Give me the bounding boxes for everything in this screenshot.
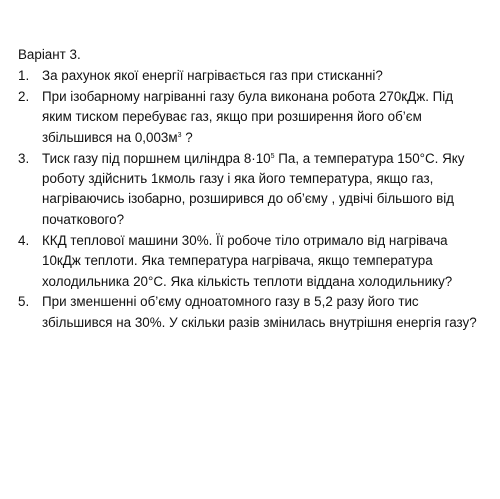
line-text: При ізобарному нагріванні газу була виконана робота 270кДж. Під (42, 88, 454, 104)
question-item-5 (18, 292, 496, 333)
question-line (42, 128, 496, 148)
line-text: збільшився на 0,003м (42, 129, 178, 145)
question-line (42, 292, 496, 312)
question-number: 3. (18, 150, 30, 166)
variant-title: Варіант 3. (18, 47, 81, 62)
line-text: 10кДж теплоти. Яка температура нагрівача, якщо температура (42, 253, 433, 269)
line-text: При зменшенні об’єму одноатомного газу в 5,2 разу його тис (42, 294, 419, 310)
question-text (42, 66, 496, 86)
superscript: 3 (177, 131, 182, 139)
line-text: Тиск газу під поршнем циліндра 8·10 (42, 150, 271, 166)
question-number: 5. (18, 294, 30, 310)
question-item-3 (18, 149, 496, 231)
question-text (42, 87, 496, 148)
question-line (42, 169, 496, 189)
question-number: 4. (18, 232, 30, 248)
question-line (42, 272, 496, 292)
superscript: 5 (270, 152, 275, 160)
question-line (42, 313, 496, 333)
question-text (42, 292, 496, 333)
question-item-1 (18, 66, 496, 86)
line-text: ККД теплової машини 30%. Її робоче тіло отримало від нагрівача (42, 232, 448, 248)
line-text: роботу здійснить 1кмоль газу і яка його температура, якщо газ, (42, 171, 434, 187)
question-line (42, 107, 496, 127)
question-line (42, 66, 496, 86)
question-list (18, 66, 496, 334)
line-text: холодильника 20°С. Яка кількість теплоти віддана холодильнику? (42, 273, 453, 289)
line-text-after: Па, а температура 150°С. Яку (274, 150, 465, 166)
question-number: 1. (18, 68, 30, 83)
line-text-after: ? (181, 129, 193, 145)
question-text (42, 149, 496, 231)
question-line (42, 251, 496, 271)
question-line (42, 87, 496, 107)
question-line (42, 189, 496, 209)
line-text: За рахунок якої енергії нагрівається газ при стисканні? (42, 68, 383, 83)
question-item-4 (18, 231, 496, 292)
line-text: початкового? (42, 211, 125, 227)
question-number: 2. (18, 88, 30, 104)
line-text: збільшився на 30%. У скільки разів змінилась внутрішня енергія газу? (42, 314, 477, 330)
question-line (42, 210, 496, 230)
question-item-2 (18, 87, 496, 148)
line-text: яким тиском перебуває газ, якщо при розширення його об’єм (42, 109, 422, 125)
line-text: нагріваючись ізобарно, розширився до об’єму , удвічі більшого від (42, 191, 454, 207)
question-line (42, 231, 496, 251)
question-line (42, 149, 496, 169)
question-text (42, 231, 496, 292)
